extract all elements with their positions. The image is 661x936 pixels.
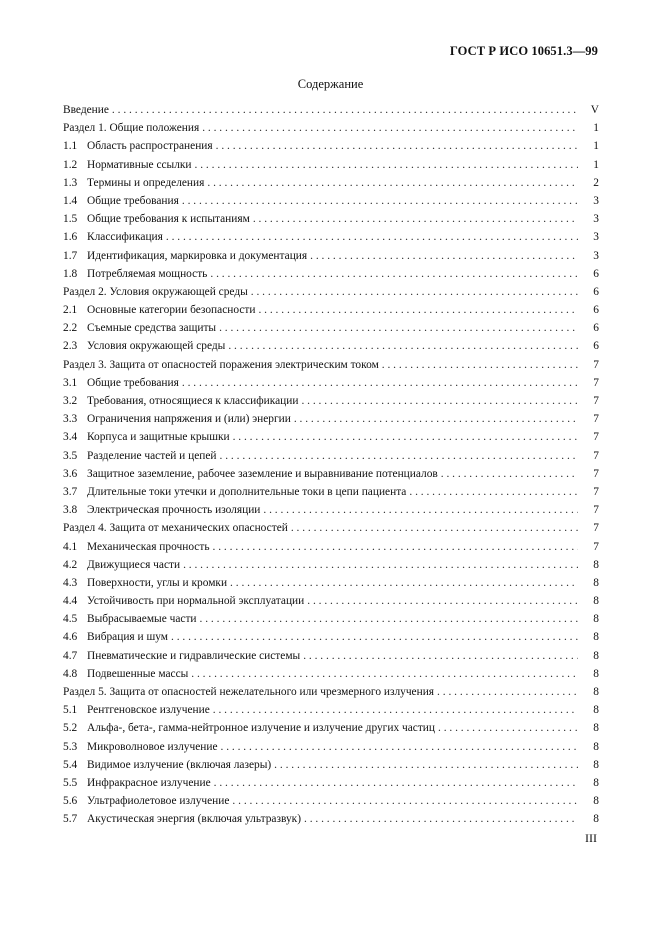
toc-entry-page: 7: [593, 522, 599, 535]
toc-entry-number: 5.2: [63, 722, 78, 735]
toc-entry-label: Область распространения: [87, 140, 213, 153]
toc-entry: [63, 247, 599, 265]
toc-entry: [63, 792, 599, 810]
toc-entry-number: 2.3: [63, 340, 78, 353]
dot-leader: [200, 610, 578, 628]
dot-leader: [219, 319, 578, 337]
toc-entry-page: 7: [593, 395, 599, 407]
dot-leader: [409, 483, 578, 501]
toc-entry-label: Общие требования: [87, 194, 179, 207]
toc-entry-label: Длительные токи утечки и дополнительные токи в цепи пациента: [87, 485, 407, 498]
toc-entry-page: V: [590, 104, 599, 116]
toc-entry-page: 8: [593, 649, 599, 662]
dot-leader: [274, 756, 578, 774]
toc-entry: [63, 628, 599, 646]
toc-entry-label: Выбрасываемые части: [87, 613, 197, 626]
toc-entry-number: 4.7: [63, 649, 78, 662]
toc-entry-number: 4.4: [63, 595, 78, 608]
toc-entry: [63, 556, 599, 574]
dot-leader: [182, 192, 578, 210]
toc-entry-page: 3: [593, 213, 599, 226]
dot-leader: [253, 210, 578, 228]
toc-entry: [63, 592, 599, 610]
toc-entry-label: Видимое излучение (включая лазеры): [87, 758, 272, 771]
toc-entry-label: Движущиеся части: [87, 558, 181, 571]
toc-entry-label: Условия окружающей среды: [87, 340, 226, 353]
toc-entry-page: 6: [593, 267, 599, 280]
toc-entry-number: 5.7: [63, 813, 78, 826]
toc-entry-page: 3: [593, 194, 599, 207]
toc-entry: [63, 428, 599, 446]
toc-entry-label: Пневматические и гидравлические системы: [87, 649, 301, 662]
toc-entry-page: 8: [593, 776, 599, 789]
toc-entry: [63, 774, 599, 792]
toc-entry-page: 1: [593, 122, 599, 135]
dot-leader: [202, 119, 578, 137]
dot-leader: [182, 374, 578, 392]
toc-entry: [63, 610, 599, 628]
dot-leader: [216, 137, 578, 155]
toc-entry-label: Введение: [63, 104, 109, 116]
toc-entry: [63, 265, 599, 283]
toc-entry: [63, 156, 599, 174]
toc-entry-page: 2: [593, 176, 599, 189]
toc-entry-number: 1.5: [63, 213, 78, 226]
toc-entry-label: Потребляемая мощность: [87, 267, 208, 280]
toc-entry-number: 4.2: [63, 558, 78, 571]
toc-entry-number: 1.6: [63, 231, 78, 244]
toc-entry-number: 3.8: [63, 504, 78, 517]
toc-entry: [63, 337, 599, 355]
dot-leader: [291, 519, 578, 537]
dot-leader: [230, 574, 578, 592]
dot-leader: [213, 538, 578, 556]
toc-entry-page: 7: [593, 504, 599, 517]
toc-entry-page: 8: [593, 558, 599, 571]
toc-entry-label: Устойчивость при нормальной эксплуатации: [87, 595, 305, 608]
toc-entry: [63, 210, 599, 228]
toc-entry-label: Корпуса и защитные крышки: [87, 431, 230, 444]
table-of-contents: [63, 101, 599, 829]
toc-entry-page: 7: [593, 485, 599, 498]
toc-entry-number: 1.1: [63, 140, 78, 153]
toc-entry-page: 1: [593, 140, 599, 153]
toc-entry-label: Основные категории безопасности: [87, 304, 256, 317]
toc-entry-label: Поверхности, углы и кромки: [87, 576, 228, 589]
toc-entry-page: 8: [593, 631, 599, 644]
toc-entry-page: 7: [593, 540, 599, 553]
dot-leader: [228, 337, 578, 355]
toc-entry-number: 5.4: [63, 758, 78, 771]
toc-entry: [63, 447, 599, 465]
toc-entry-label: Ограничения напряжения и (или) энергии: [87, 413, 291, 426]
toc-entry-page: 3: [593, 249, 599, 262]
toc-entry-label: Раздел 1. Общие положения: [63, 122, 200, 135]
toc-entry: [63, 283, 599, 301]
toc-entry-number: 5.1: [63, 704, 78, 717]
toc-entry: [63, 374, 599, 392]
toc-entry-number: 1.8: [63, 267, 78, 280]
toc-entry-label: Акустическая энергия (включая ультразвук): [87, 813, 301, 826]
toc-entry: [63, 465, 599, 483]
toc-entry-label: Общие требования: [87, 376, 179, 389]
toc-entry-label: Нормативные ссылки: [87, 158, 192, 171]
toc-entry-number: 1.3: [63, 176, 78, 189]
toc-entry-label: Защитное заземление, рабочее заземление и выравнивание потенциалов: [87, 467, 438, 480]
toc-entry-label: Ультрафиолетовое излучение: [87, 795, 230, 808]
toc-entry-number: 1.4: [63, 194, 78, 207]
toc-entry-number: 4.5: [63, 613, 78, 626]
toc-entry-page: 8: [593, 595, 599, 608]
toc-entry-number: 4.6: [63, 631, 78, 644]
toc-entry-number: 3.3: [63, 413, 78, 426]
dot-leader: [112, 101, 578, 119]
toc-entry-page: 7: [593, 467, 599, 480]
toc-entry-label: Общие требования к испытаниям: [87, 213, 250, 226]
toc-entry-label: Подвешенные массы: [87, 667, 189, 680]
toc-entry-number: 3.1: [63, 376, 78, 389]
toc-entry-page: 1: [593, 158, 599, 171]
toc-entry-page: 7: [593, 376, 599, 389]
dot-leader: [214, 774, 578, 792]
toc-entry-number: 1.2: [63, 158, 78, 171]
dot-leader: [195, 156, 578, 174]
toc-entry: [63, 538, 599, 556]
toc-entry: [63, 810, 599, 828]
toc-entry-page: 7: [593, 431, 599, 444]
toc-entry-label: Раздел 2. Условия окружающей среды: [63, 285, 248, 298]
toc-entry-label: Классификация: [87, 231, 163, 244]
toc-entry: [63, 174, 599, 192]
toc-entry-number: 3.5: [63, 449, 78, 462]
toc-entry-label: Механическая прочность: [87, 540, 210, 553]
toc-entry-number: 4.1: [63, 540, 78, 553]
toc-entry-label: Раздел 5. Защита от опасностей нежелательного или чрезмерного излучения: [63, 686, 435, 698]
toc-entry-page: 3: [593, 231, 599, 244]
toc-entry-number: 2.2: [63, 322, 78, 335]
toc-entry-page: 8: [593, 613, 599, 626]
toc-entry-label: Вибрация и шум: [87, 631, 168, 644]
toc-entry: [63, 683, 599, 701]
toc-entry-label: Требования, относящиеся к классификации: [87, 395, 299, 407]
toc-entry-page: 8: [593, 686, 599, 698]
toc-entry: [63, 301, 599, 319]
toc-entry-page: 7: [593, 449, 599, 462]
dot-leader: [382, 356, 578, 374]
dot-leader: [210, 265, 578, 283]
dot-leader: [207, 174, 578, 192]
dot-leader: [263, 501, 578, 519]
toc-entry: [63, 137, 599, 155]
toc-entry: [63, 410, 599, 428]
toc-entry: [63, 319, 599, 337]
toc-entry-number: 2.1: [63, 304, 78, 317]
dot-leader: [438, 719, 578, 737]
toc-entry: [63, 647, 599, 665]
standard-designation: ГОСТ Р ИСО 10651.3—99: [449, 44, 598, 58]
toc-entry: [63, 228, 599, 246]
toc-title: Содержание: [297, 77, 364, 91]
toc-entry-label: Микроволновое излучение: [87, 740, 218, 753]
toc-entry-page: 6: [593, 322, 599, 335]
toc-entry-page: 7: [593, 358, 599, 371]
toc-entry-number: 3.4: [63, 431, 78, 444]
dot-leader: [307, 592, 578, 610]
toc-entry: [63, 719, 599, 737]
dot-leader: [233, 428, 578, 446]
toc-entry-number: 5.6: [63, 795, 78, 808]
toc-entry-page: 8: [593, 667, 599, 680]
toc-entry: [63, 483, 599, 501]
toc-entry-page: 8: [593, 758, 599, 771]
toc-entry-number: 3.2: [63, 395, 78, 407]
dot-leader: [221, 738, 578, 756]
toc-entry-page: 8: [593, 704, 599, 717]
toc-entry-label: Идентификация, маркировка и документация: [87, 249, 308, 262]
dot-leader: [191, 665, 578, 683]
toc-entry-page: 8: [593, 722, 599, 735]
toc-entry-number: 4.8: [63, 667, 78, 680]
toc-entry: [63, 738, 599, 756]
toc-entry-label: Разделение частей и цепей: [87, 449, 217, 462]
toc-entry: [63, 119, 599, 137]
toc-entry: [63, 665, 599, 683]
dot-leader: [213, 701, 578, 719]
toc-entry-number: 1.7: [63, 249, 78, 262]
toc-entry-number: 3.6: [63, 467, 78, 480]
dot-leader: [251, 283, 578, 301]
page-number: III: [585, 831, 597, 845]
toc-entry-label: Съемные средства защиты: [87, 322, 217, 335]
dot-leader: [258, 301, 578, 319]
toc-entry: [63, 392, 599, 410]
dot-leader: [304, 810, 578, 828]
toc-entry: [63, 701, 599, 719]
dot-leader: [171, 628, 578, 646]
toc-entry-page: 6: [593, 285, 599, 298]
toc-entry: [63, 356, 599, 374]
dot-leader: [183, 556, 578, 574]
dot-leader: [294, 410, 578, 428]
dot-leader: [220, 447, 578, 465]
toc-entry-number: 5.3: [63, 740, 78, 753]
dot-leader: [232, 792, 578, 810]
toc-entry-page: 6: [593, 304, 599, 317]
toc-entry: [63, 192, 599, 210]
dot-leader: [437, 683, 578, 701]
dot-leader: [310, 247, 578, 265]
toc-entry-label: Инфракрасное излучение: [87, 776, 211, 789]
toc-entry-page: 8: [593, 795, 599, 808]
dot-leader: [441, 465, 578, 483]
toc-entry-label: Рентгеновское излучение: [87, 704, 210, 717]
toc-entry: [63, 574, 599, 592]
toc-entry-page: 6: [593, 340, 599, 353]
toc-entry-label: Альфа-, бета-, гамма-нейтронное излучение и излучение других частиц: [87, 722, 435, 735]
toc-entry-number: 4.3: [63, 576, 78, 589]
toc-entry-number: 3.7: [63, 485, 78, 498]
toc-entry: [63, 756, 599, 774]
toc-entry-page: 8: [593, 576, 599, 589]
dot-leader: [166, 228, 578, 246]
toc-entry: [63, 501, 599, 519]
toc-entry-label: Раздел 3. Защита от опасностей поражения электрическим током: [63, 358, 379, 371]
toc-entry-page: 7: [593, 413, 599, 426]
toc-entry-number: 5.5: [63, 776, 78, 789]
toc-entry: [63, 519, 599, 537]
toc-entry-page: 8: [593, 740, 599, 753]
dot-leader: [303, 647, 578, 665]
toc-entry-label: Электрическая прочность изоляции: [87, 504, 261, 517]
toc-entry-label: Термины и определения: [87, 176, 205, 189]
toc-entry-label: Раздел 4. Защита от механических опасностей: [63, 522, 288, 535]
dot-leader: [301, 392, 578, 410]
toc-entry: [63, 101, 599, 119]
toc-entry-page: 8: [593, 813, 599, 826]
